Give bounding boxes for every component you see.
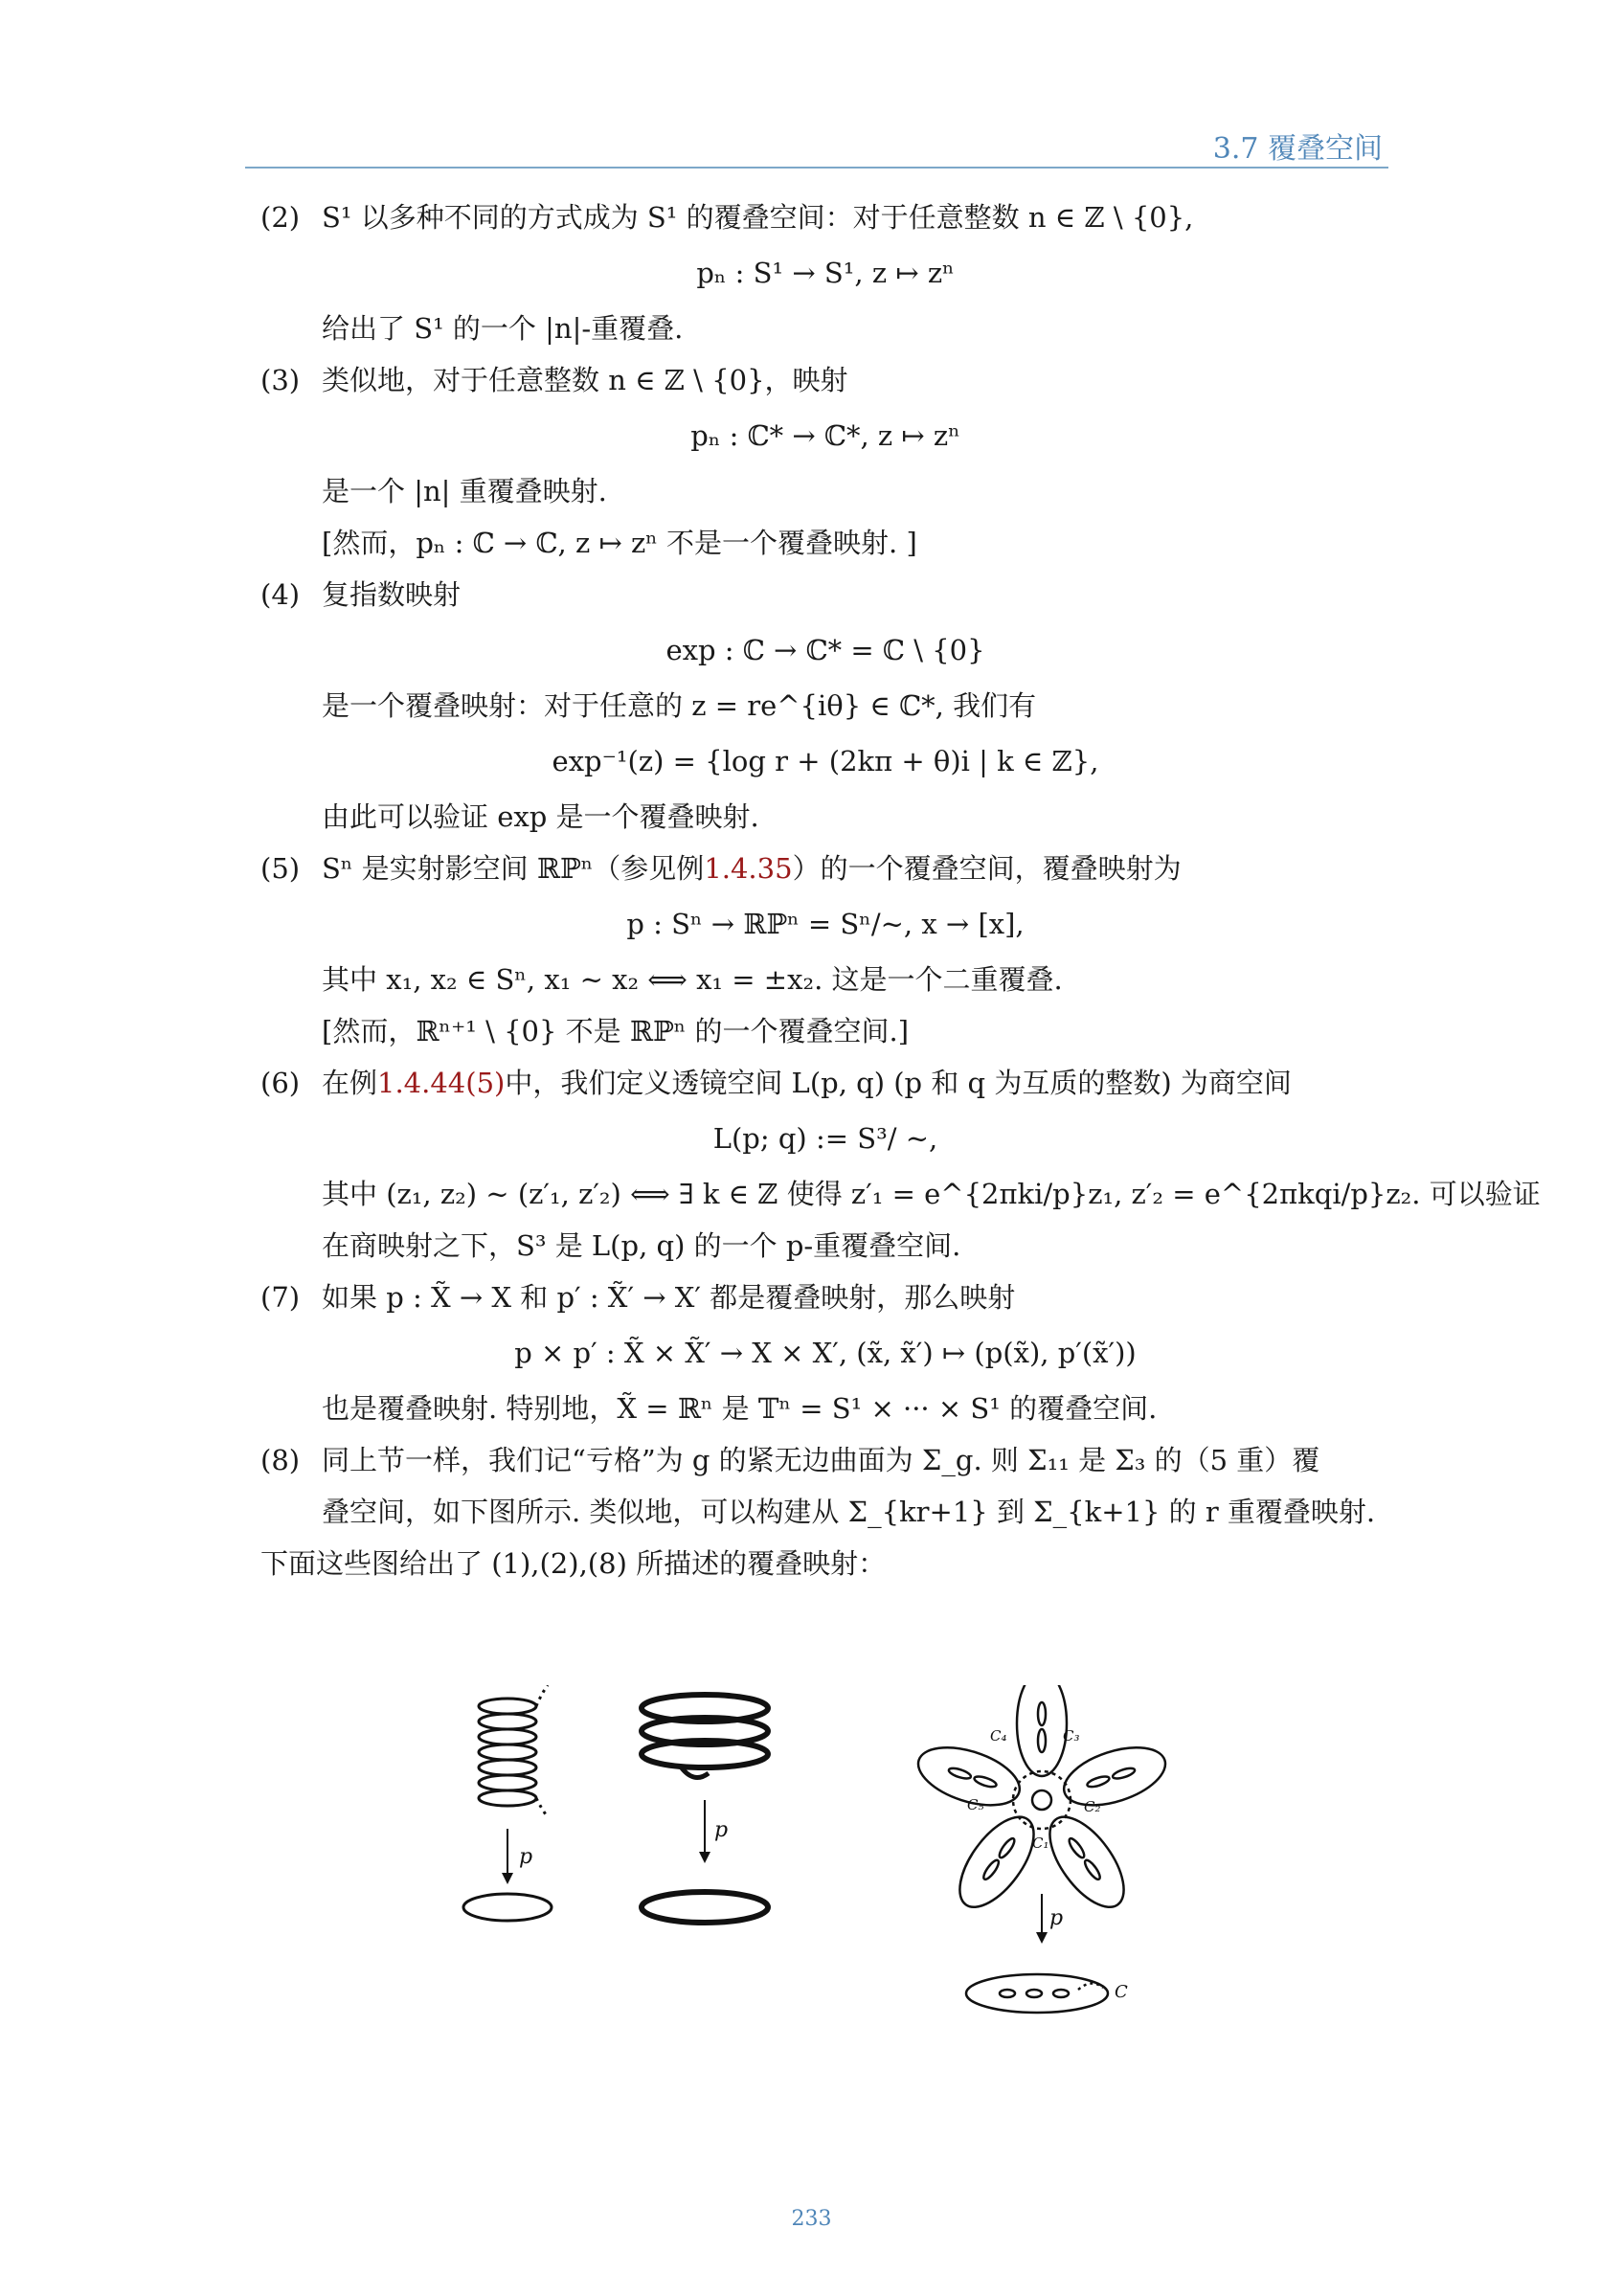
arrowhead-icon: [502, 1873, 513, 1884]
example-item-6: [260, 1057, 1541, 1272]
item-number: (8): [260, 1444, 301, 1476]
item-text: 也是覆叠映射. 特别地，X̃ = ℝⁿ 是 𝕋ⁿ = S¹ × ··· × S¹ 的覆叠空间.: [322, 1392, 1158, 1425]
arrowhead-icon: [699, 1852, 710, 1863]
item-text: 是一个覆叠映射：对于任意的 z = re^{iθ} ∈ ℂ*, 我们有: [322, 689, 1037, 722]
example-item-3: [260, 354, 1390, 569]
running-header: [245, 121, 1388, 169]
text-segment: ）的一个覆叠空间，覆叠映射为: [792, 852, 1182, 885]
curve-label-c1: C₁: [1032, 1835, 1049, 1852]
item-text: 叠空间，如下图所示. 类似地，可以构建从 Σ_{kr+1} 到 Σ_{k+1} 的 r 重覆叠映射.: [322, 1496, 1376, 1528]
item-text: [322, 1057, 1292, 1109]
example-item-5: [260, 843, 1390, 1057]
item-text: 其中 (z₁, z₂) ∼ (z′₁, z′₂) ⟺ ∃ k ∈ ℤ 使得 z′₁ = e^{2πki/p}z₁, z′₂ = e^{2πkqi/p}z₂. 可以验证: [322, 1178, 1541, 1210]
wound-circle-icon: [642, 1695, 768, 1778]
base-circle-icon: [642, 1892, 768, 1923]
figure-caption: 下面这些图给出了 (1),(2),(8) 所描述的覆叠映射：: [260, 1547, 887, 1580]
example-item-8: [260, 1434, 1390, 1538]
display-formula: L(p; q) := S³/ ∼,: [712, 1122, 938, 1155]
example-item-4: [260, 569, 1390, 843]
item-number: (2): [260, 201, 301, 234]
item-text: [然而，ℝⁿ⁺¹ \ {0} 不是 ℝℙⁿ 的一个覆叠空间.]: [322, 1015, 910, 1047]
display-formula: pₙ : ℂ* → ℂ*, z ↦ zⁿ: [690, 419, 960, 452]
covering-figures: [460, 1685, 1168, 2039]
map-label-2: p: [714, 1818, 729, 1842]
cross-reference-link[interactable]: 1.4.35: [704, 852, 793, 885]
base-circle-icon: [463, 1894, 552, 1921]
example-item-2: [260, 191, 1390, 354]
item-number: (3): [260, 364, 301, 396]
page-number: 233: [791, 2207, 832, 2231]
text-segment: 中，我们定义透镜空间 L(p, q) (p 和 q 为互质的整数) 为商空间: [505, 1067, 1292, 1099]
text-segment: 在例: [322, 1067, 378, 1099]
item-text: [然而，pₙ : ℂ → ℂ, z ↦ zⁿ 不是一个覆叠映射. ]: [322, 527, 917, 559]
curve-label-c2: C₂: [1084, 1798, 1101, 1815]
cross-reference-link[interactable]: 1.4.44(5): [377, 1067, 506, 1099]
curve-label-c5: C₅: [967, 1796, 984, 1813]
item-text: 是一个 |n| 重覆叠映射.: [322, 475, 607, 507]
curve-label-c: C: [1115, 1982, 1128, 2002]
flower-surface-icon: [912, 1685, 1168, 1919]
display-formula: exp : ℂ → ℂ* = ℂ \ {0}: [665, 634, 985, 666]
display-formula: p : Sⁿ → ℝℙⁿ = Sⁿ/∼, x → [x],: [626, 908, 1025, 940]
item-number: (4): [260, 578, 301, 611]
section-title: 3.7 覆叠空间: [1212, 132, 1383, 166]
helix-icon: [479, 1685, 548, 1817]
text-segment: Sⁿ 是实射影空间 ℝℙⁿ（参见例: [322, 852, 705, 885]
item-number: (7): [260, 1281, 301, 1314]
curve-label-c4: C₄: [990, 1727, 1007, 1745]
item-text: 同上节一样，我们记“亏格”为 g 的紧无边曲面为 Σ_g. 则 Σ₁₁ 是 Σ₃ 的（5 重）覆: [322, 1444, 1320, 1476]
arrowhead-icon: [1036, 1932, 1048, 1944]
item-text: 其中 x₁, x₂ ∈ Sⁿ, x₁ ∼ x₂ ⟺ x₁ = ±x₂. 这是一个二重覆叠.: [322, 963, 1063, 996]
item-text: 如果 p : X̃ → X 和 p′ : X̃′ → X′ 都是覆叠映射，那么映射: [322, 1281, 1016, 1314]
item-text: 给出了 S¹ 的一个 |n|-重覆叠.: [322, 312, 684, 345]
genus-three-surface-icon: [966, 1974, 1108, 2013]
main-text: [260, 191, 1541, 1589]
item-number: (6): [260, 1067, 301, 1099]
display-formula: exp⁻¹(z) = {log r + (2kπ + θ)i | k ∈ ℤ},: [552, 745, 1099, 777]
example-item-7: [260, 1272, 1390, 1434]
map-label-3: p: [1049, 1906, 1064, 1930]
item-number: (5): [260, 852, 301, 885]
covering-diagram: [460, 1685, 1168, 2039]
item-text: S¹ 以多种不同的方式成为 S¹ 的覆叠空间：对于任意整数 n ∈ ℤ \ {0},: [322, 201, 1194, 234]
item-text: 复指数映射: [322, 578, 462, 611]
item-text: 类似地，对于任意整数 n ∈ ℤ \ {0}，映射: [322, 364, 848, 396]
item-text: 在商映射之下，S³ 是 L(p, q) 的一个 p-重覆叠空间.: [322, 1229, 961, 1262]
curve-label-c3: C₃: [1063, 1727, 1080, 1745]
display-formula: p × p′ : X̃ × X̃′ → X × X′, (x̃, x̃′) ↦ (p(x̃), p′(x̃′)): [514, 1337, 1137, 1369]
display-formula: pₙ : S¹ → S¹, z ↦ zⁿ: [696, 257, 955, 289]
triple-cover-figure: [642, 1695, 768, 1923]
item-text: 由此可以验证 exp 是一个覆叠映射.: [322, 800, 759, 833]
map-label-1: p: [519, 1845, 533, 1869]
helix-figure: [463, 1685, 552, 1921]
item-text: [322, 843, 1182, 894]
